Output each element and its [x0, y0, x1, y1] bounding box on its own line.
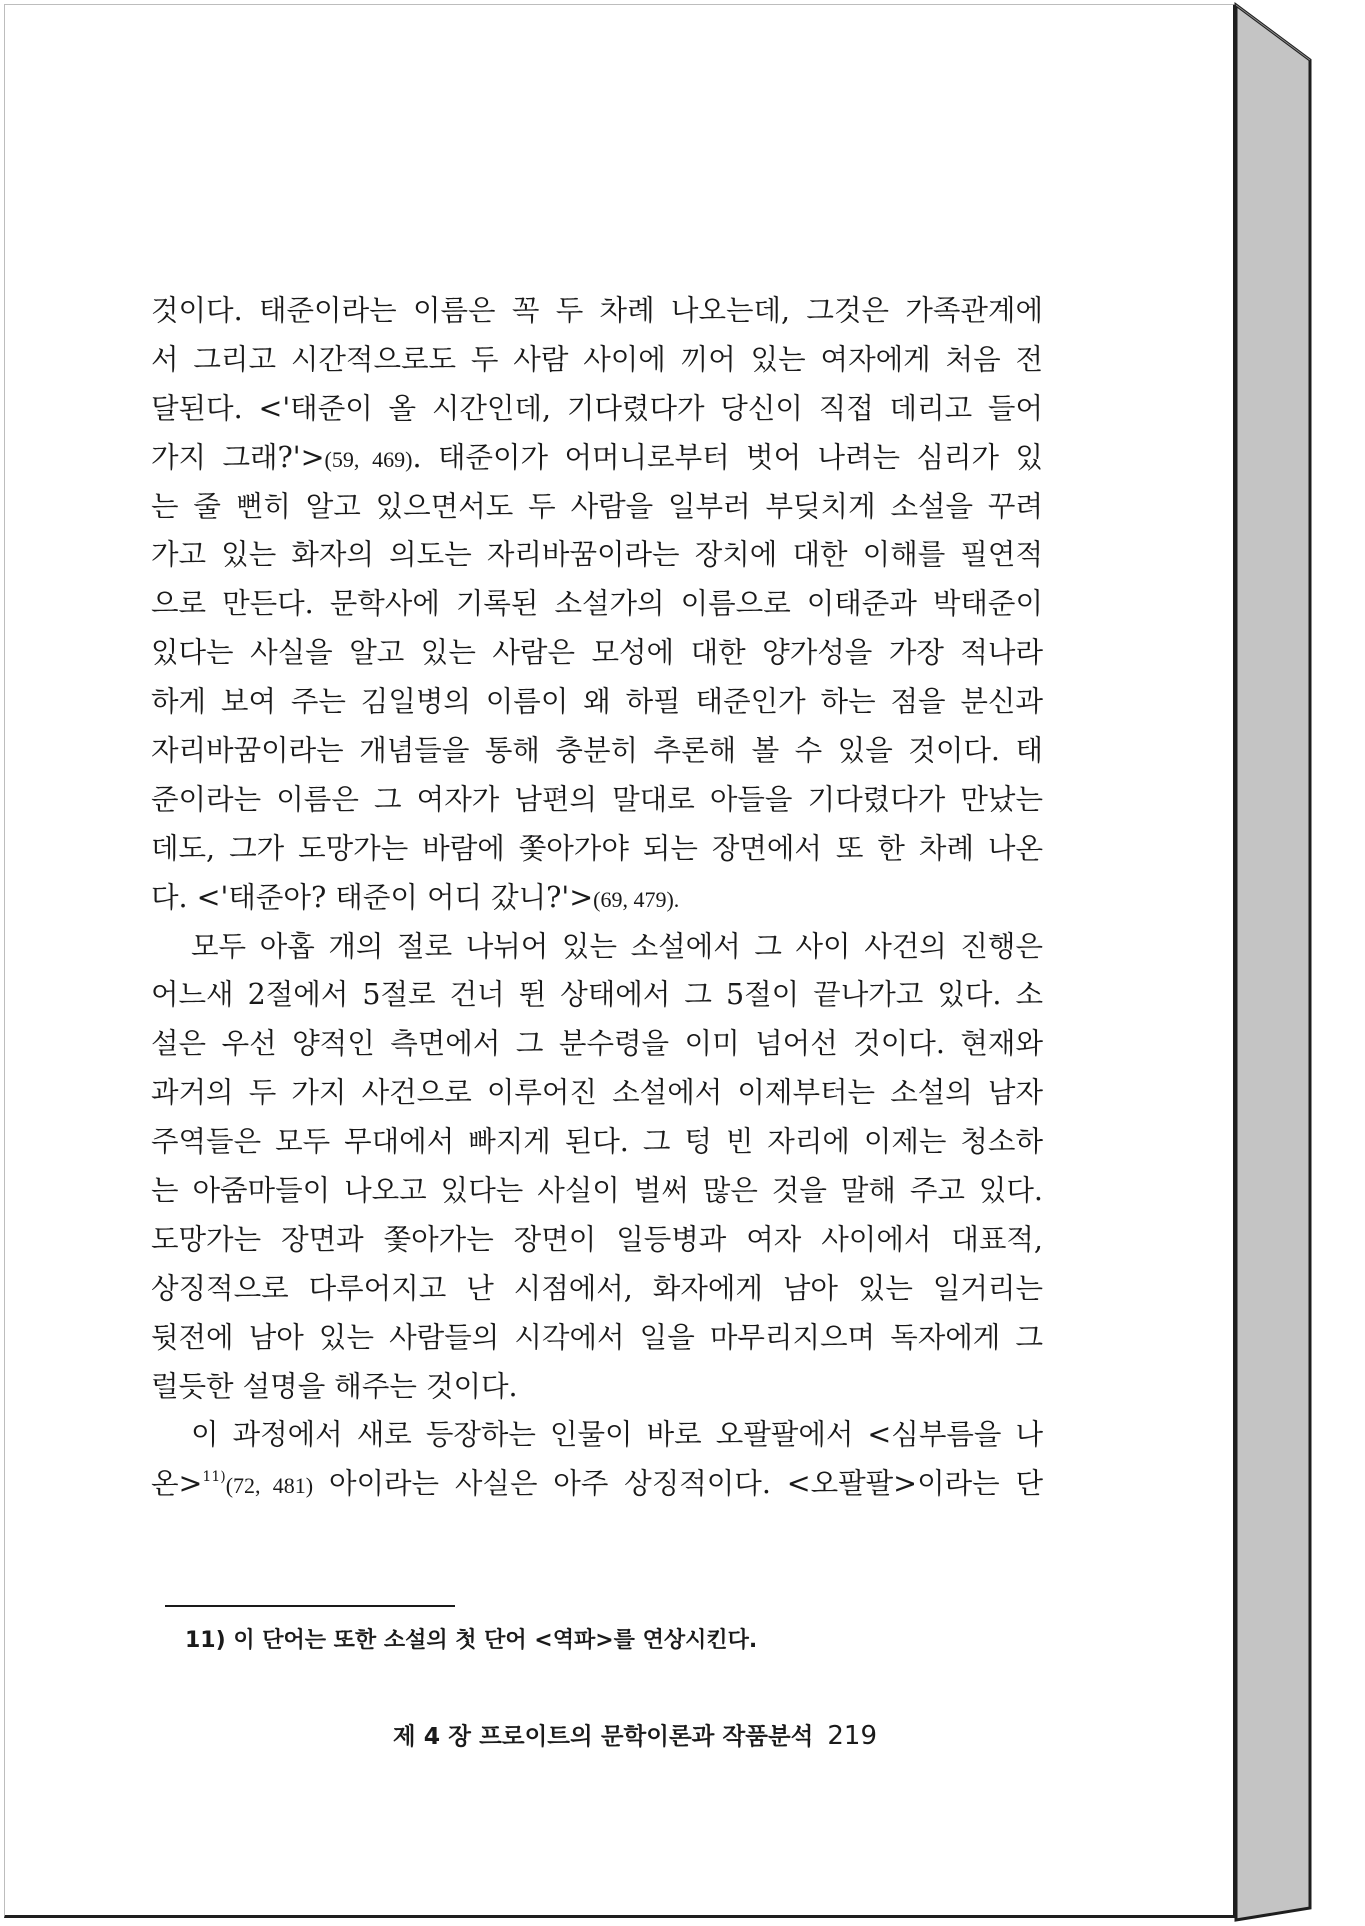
- text-line: 하게 보여 주는 김일병의 이름이 왜 하필 태준인가 하는 점을 분신과: [151, 685, 1043, 719]
- text-line: 데도, 그가 도망가는 바람에 쫓아가야 되는 장면에서 또 한 차례 나온: [151, 831, 1043, 865]
- book-page: [4, 4, 1236, 1918]
- text-line: 과거의 두 가지 사건으로 이루어진 소설에서 이제부터는 소설의 남자: [151, 1076, 1043, 1110]
- text-line: 는 아줌마들이 나오고 있다는 사실이 벌써 많은 것을 말해 주고 있다.: [151, 1174, 1043, 1208]
- text-line: 으로 만든다. 문학사에 기록된 소설가의 이름으로 이태준과 박태준이: [151, 587, 1043, 621]
- chapter-title: 제 4 장 프로이트의 문학이론과 작품분석: [392, 1722, 814, 1750]
- text-span: 온>: [151, 1467, 203, 1501]
- text-line: [151, 434, 1043, 483]
- text-line: 자리바꿈이라는 개념들을 통해 충분히 추론해 볼 수 있을 것이다. 태: [151, 734, 1043, 768]
- text-line: 주역들은 모두 무대에서 빠지게 된다. 그 텅 빈 자리에 이제는 청소하: [151, 1125, 1043, 1159]
- text-line: 모두 아홉 개의 절로 나뉘어 있는 소설에서 그 사이 사건의 진행은: [191, 929, 1043, 963]
- text-line: 어느새 2절에서 5절로 건너 뛴 상태에서 그 5절이 끝나가고 있다. 소: [151, 978, 1043, 1012]
- text-line: [151, 1460, 1043, 1509]
- text-line: [151, 874, 1043, 923]
- text-line: 서 그리고 시간적으로도 두 사람 사이에 끼어 있는 여자에게 처음 전: [151, 342, 1043, 376]
- running-footer: [393, 1717, 877, 1751]
- text-line: 준이라는 이름은 그 여자가 남편의 말대로 아들을 기다렸다가 만났는: [151, 782, 1043, 816]
- footnote-reference: 11): [202, 1469, 226, 1486]
- citation: (72, 481): [225, 1473, 314, 1499]
- footnote: 11) 이 단어는 또한 소설의 첫 단어 <역파>를 연상시킨다.: [185, 1628, 758, 1653]
- text-line: 뒷전에 남아 있는 사람들의 시각에서 일을 마무리지으며 독자에게 그: [151, 1320, 1043, 1354]
- text-line: 는 줄 뻔히 알고 있으면서도 두 사람을 일부러 부딪치게 소설을 꾸려: [151, 489, 1043, 523]
- text-span: 아이라는 사실은 아주 상징적이다. <오팔팔>이라는 단: [313, 1467, 1044, 1501]
- body-text: [151, 287, 1043, 1509]
- text-line: 설은 우선 양적인 측면에서 그 분수령을 이미 넘어선 것이다. 현재와: [151, 1027, 1043, 1061]
- text-line: 것이다. 태준이라는 이름은 꼭 두 차례 나오는데, 그것은 가족관계에: [151, 294, 1043, 327]
- citation: (59, 469): [324, 446, 413, 472]
- text-line: 도망가는 장면과 쫓아가는 장면이 일등병과 여자 사이에서 대표적,: [151, 1222, 1043, 1256]
- footnote-divider: [165, 1605, 455, 1607]
- text-line: 럴듯한 설명을 해주는 것이다.: [151, 1369, 518, 1403]
- text-line: 가고 있는 화자의 의도는 자리바꿈이라는 장치에 대한 이해를 필연적: [151, 538, 1043, 572]
- text-span: . 태준이가 어머니로부터 벗어 나려는 심리가 있: [412, 440, 1043, 474]
- text-line: 달된다. <'태준이 올 시간인데, 기다렸다가 당신이 직접 데리고 들어: [151, 391, 1043, 425]
- page-number: 219: [827, 1721, 877, 1751]
- text-span: 다. <'태준아? 태준이 어디 갔니?'>: [151, 880, 594, 914]
- text-line: 이 과정에서 새로 등장하는 인물이 바로 오팔팔에서 <심부름을 나: [191, 1418, 1043, 1452]
- text-line: 상징적으로 다루어지고 난 시점에서, 화자에게 남아 있는 일거리는: [151, 1271, 1043, 1305]
- text-line: 있다는 사실을 알고 있는 사람은 모성에 대한 양가성을 가장 적나라: [151, 636, 1043, 670]
- citation: (69, 479).: [593, 886, 680, 912]
- text-span: 가지 그래?'>: [151, 440, 325, 474]
